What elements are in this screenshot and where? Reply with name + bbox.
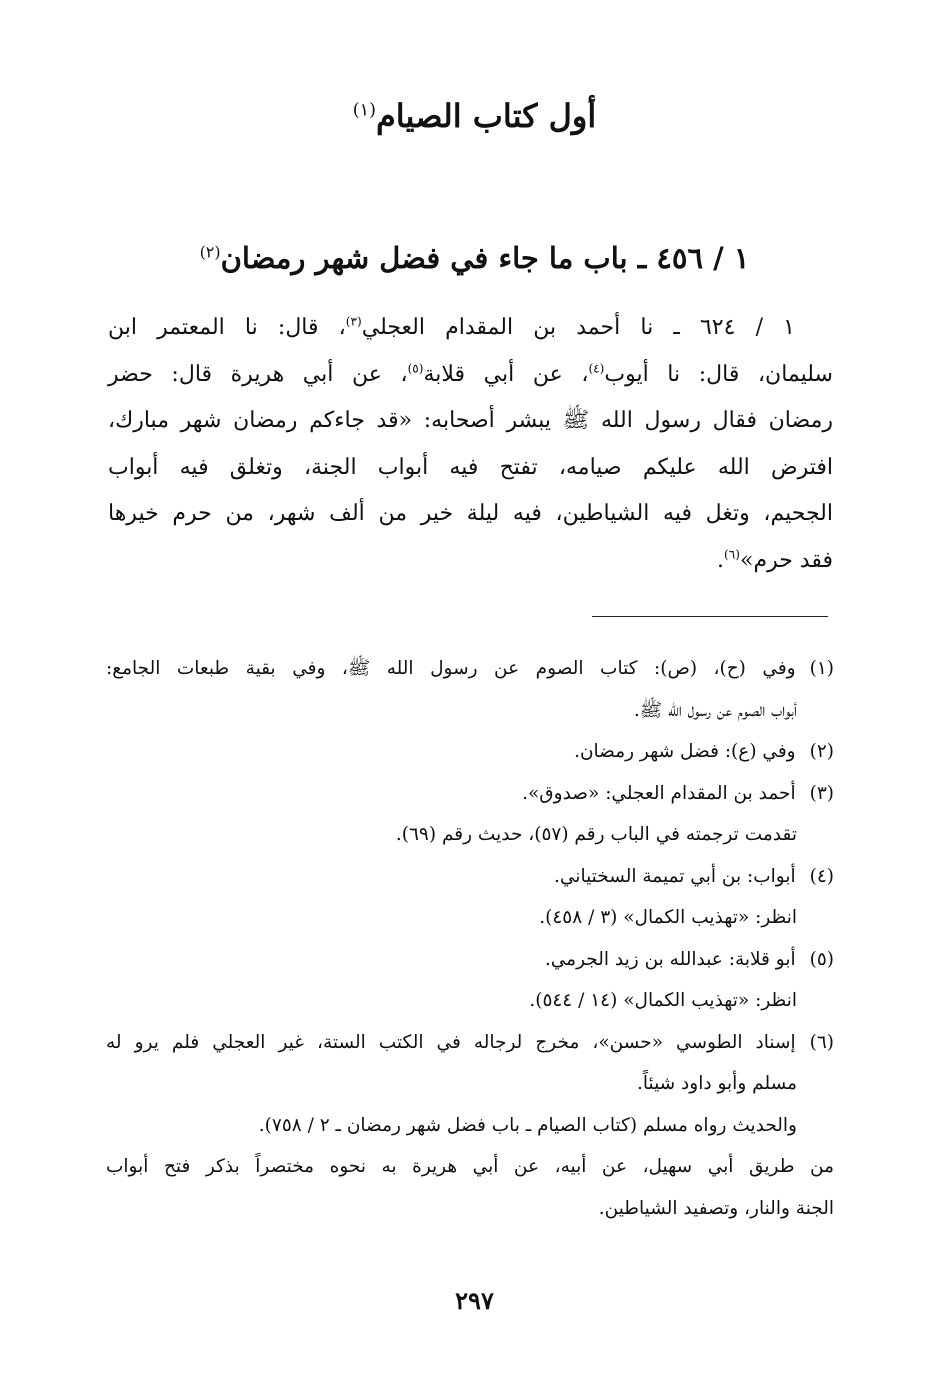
footnote-ref: (٢)	[199, 242, 221, 262]
hadith-text-segment: ، عن أبي هريرة قال: حضر	[108, 361, 408, 387]
footnote-line	[106, 939, 834, 981]
footnote-line	[106, 814, 834, 856]
footnote-text: والحديث رواه مسلم (كتاب الصيام ـ باب فضل شهر رمضان ـ ٢ / ٧٥٨).	[258, 1114, 797, 1136]
hadith-line	[108, 445, 833, 492]
footnote-ref: (٤)	[588, 361, 605, 376]
footnote-number: (١)	[809, 658, 834, 679]
hadith-text-segment: سليمان، قال: نا أيوب	[604, 361, 833, 387]
page-number: ٢٩٧	[455, 1286, 494, 1315]
hadith-line	[108, 538, 833, 585]
footnote-text: أبو قلابة: عبدالله بن زيد الجرمي.	[544, 948, 796, 970]
footnotes	[106, 648, 834, 1229]
footnote-line	[106, 1063, 834, 1105]
hadith-line	[108, 491, 833, 538]
hadith-text-segment: .	[717, 547, 725, 573]
hadith-line	[108, 305, 833, 352]
hadith-text-segment: افترض الله عليكم صيامه، تفتح فيه أبواب الجنة، وتغلق فيه أبواب	[108, 454, 833, 480]
footnote-line	[106, 648, 834, 690]
footnote-number: (٦)	[809, 1031, 834, 1053]
footnote-line	[106, 1105, 834, 1147]
footnote-number: (٤)	[809, 865, 834, 887]
footnote-line	[106, 897, 834, 939]
footnote-text: وفي (ح)، (ص): كتاب الصوم عن رسول الله ﷺ، وفي بقية طبعات الجامع:	[106, 658, 796, 679]
footnote-text: أحمد بن المقدام العجلي: «صدوق».	[522, 782, 796, 804]
footnote-ref: (١)	[352, 100, 376, 121]
footnote-line	[106, 1022, 834, 1064]
chapter-title	[100, 236, 849, 280]
hadith-text-segment: ، قال: نا المعتمر ابن	[108, 315, 346, 340]
footnote-line	[106, 856, 834, 898]
footnote-text: من طريق أبي سهيل، عن أبيه، عن أبي هريرة به نحوه مختصراً بذكر فتح أبواب	[106, 1156, 834, 1177]
footnote-separator	[592, 616, 828, 617]
footnote-text: أبواب: بن أبي تميمة السختياني.	[554, 865, 796, 887]
footnote-line	[106, 773, 834, 815]
footnote-text: إسناد الطوسي «حسن»، مخرج لرجاله في الكتب الستة، غير العجلي فلم يرو له	[106, 1031, 796, 1053]
hadith-line	[108, 398, 833, 445]
footnote-text: انظر: «تهذيب الكمال» (٣ / ٤٥٨).	[539, 907, 797, 928]
footnote-text: وفي (ع): فضل شهر رمضان.	[574, 741, 796, 762]
footnote-line	[106, 690, 834, 732]
hadith-line	[108, 352, 833, 399]
footnote-number: (٥)	[809, 948, 834, 970]
hadith-text-segment: الجحيم، وتغل فيه الشياطين، فيه ليلة خير من ألف شهر، من حرم خيرها	[108, 501, 833, 526]
footnote-text: مسلم وأبو داود شيئاً.	[636, 1073, 797, 1094]
footnote-line	[106, 1146, 834, 1188]
book-title	[0, 92, 949, 140]
footnote-ref: (٣)	[345, 314, 362, 329]
footnote-text: أبواب الصوم عن رسول الله ﷺ.	[633, 699, 797, 721]
footnote-line	[106, 731, 834, 773]
hadith-text	[108, 305, 833, 584]
footnote-ref: (٦)	[724, 547, 740, 562]
footnote-line	[106, 1188, 834, 1230]
footnote-number: (٣)	[809, 782, 834, 804]
chapter-title-text: ١ / ٤٥٦ ـ باب ما جاء في فضل شهر رمضان	[220, 241, 750, 275]
hadith-text-segment: رمضان فقال رسول الله ﷺ يبشر أصحابه: «قد جاءكم رمضان شهر مبارك،	[108, 408, 833, 433]
footnote-text: تقدمت ترجمته في الباب رقم (٥٧)، حديث رقم (٦٩).	[395, 824, 797, 845]
book-title-text: أول كتاب الصيام	[375, 97, 597, 135]
hadith-text-segment: ١ / ٦٢٤ ـ نا أحمد بن المقدام العجلي	[361, 315, 795, 340]
footnote-line	[106, 980, 834, 1022]
hadith-text-segment: ، عن أبي قلابة	[423, 361, 589, 387]
hadith-text-segment: فقد حرم»	[739, 547, 833, 573]
footnote-ref: (٥)	[407, 361, 424, 376]
footnote-text: الجنة والنار، وتصفيد الشياطين.	[598, 1197, 834, 1219]
footnote-number: (٢)	[809, 741, 834, 762]
footnote-text: انظر: «تهذيب الكمال» (١٤ / ٥٤٤).	[529, 990, 797, 1011]
